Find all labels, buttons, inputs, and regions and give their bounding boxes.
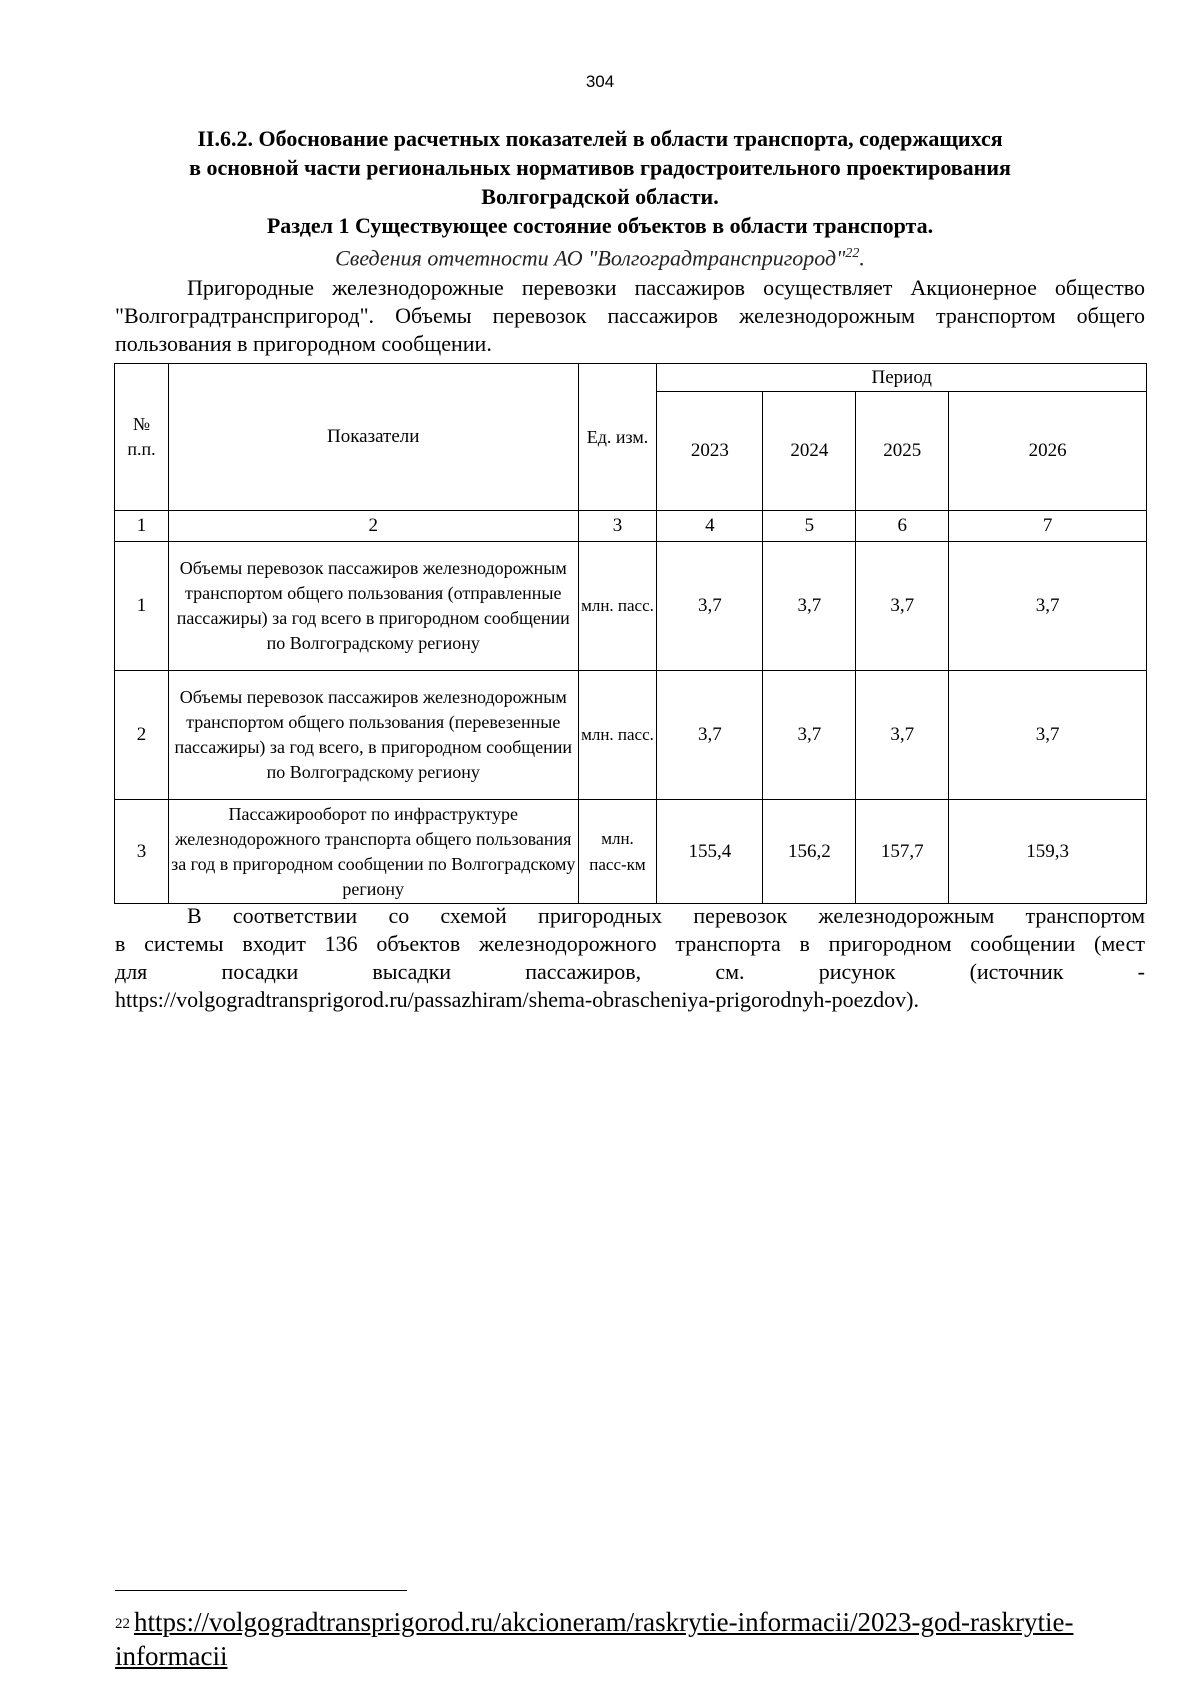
table-header-row: [115, 364, 1147, 392]
column-number: 1: [115, 511, 169, 542]
heading-line-3: Волгоградской области.: [481, 184, 719, 209]
header-year: 2026: [949, 392, 1147, 511]
row-value: 157,7: [856, 800, 949, 904]
row-number: 1: [115, 542, 169, 671]
column-number: 4: [657, 511, 763, 542]
table-row: [115, 671, 1147, 800]
row-unit: млн. пасс.: [578, 671, 657, 800]
column-number: 6: [856, 511, 949, 542]
closing-paragraph: [115, 902, 1145, 1014]
row-value: 3,7: [657, 542, 763, 671]
row-value: 155,4: [657, 800, 763, 904]
row-indicator: Объемы перевозок пассажиров железнодорожным транспортом общего пользования (отправленные пассажиры) за год всего в пригородном сообщении по Волгоградскому региону: [168, 542, 578, 671]
row-indicator: Пассажирооборот по инфраструктуре железнодорожного транспорта общего пользования за год в пригородном сообщении по Волгоградскому региону: [168, 800, 578, 904]
report-source-subheading: [0, 241, 1200, 271]
closing-line-3: для посадки высадки пассажиров, см. рисунок (источник -: [115, 959, 1145, 984]
row-value: 3,7: [763, 542, 856, 671]
transport-indicators-table: [114, 363, 1147, 904]
row-value: 156,2: [763, 800, 856, 904]
closing-line-4: https://volgogradtransprigorod.ru/passazhiram/shema-obrascheniya-prigorodnyh-poezdov).: [115, 987, 919, 1012]
table-row: [115, 542, 1147, 671]
row-value: 3,7: [763, 671, 856, 800]
subheading-tail: .: [859, 245, 865, 271]
subheading-text: Сведения отчетности АО "Волгоградтранспригород": [335, 245, 846, 271]
row-value: 159,3: [949, 800, 1147, 904]
closing-line-2: в системы входит 136 объектов железнодорожного транспорта в пригородном сообщении (мест: [115, 931, 1145, 956]
column-number: 7: [949, 511, 1147, 542]
row-number: 2: [115, 671, 169, 800]
section-heading: [140, 124, 1060, 240]
header-year: 2024: [763, 392, 856, 511]
closing-line-1: В соответствии со схемой пригородных перевозок железнодорожным транспортом: [187, 903, 1145, 928]
column-number: 2: [168, 511, 578, 542]
row-value: 3,7: [657, 671, 763, 800]
header-year: 2025: [856, 392, 949, 511]
header-period: Период: [657, 364, 1147, 392]
footnote: [115, 1605, 1145, 1673]
row-value: 3,7: [856, 671, 949, 800]
row-value: 3,7: [949, 671, 1147, 800]
footnote-divider: [115, 1590, 407, 1591]
table-row: [115, 800, 1147, 904]
column-number: 3: [578, 511, 657, 542]
row-number: 3: [115, 800, 169, 904]
header-year: 2023: [657, 392, 763, 511]
header-unit: Ед. изм.: [578, 364, 657, 511]
intro-paragraph: Пригородные железнодорожные перевозки пассажиров осуществляет Акционерное общество "Волгоградтранспригород". Объемы перевозок пассажиров железнодорожным транспортом общего пользования в пригородном сообщении.: [115, 275, 1145, 356]
row-value: 3,7: [856, 542, 949, 671]
heading-line-4: Раздел 1 Существующее состояние объектов в области транспорта.: [266, 213, 934, 238]
column-number-row: [115, 511, 1147, 542]
header-indicator: Показатели: [168, 364, 578, 511]
row-indicator: Объемы перевозок пассажиров железнодорожным транспортом общего пользования (перевезенные пассажиры) за год всего, в пригородном сообщении по Волгоградскому региону: [168, 671, 578, 800]
footnote-link[interactable]: https://volgogradtransprigorod.ru/akcioneram/raskrytie-informacii/2023-god-raskrytie-informacii: [115, 1607, 1074, 1671]
header-num: № п.п.: [115, 364, 169, 511]
row-unit: млн. пасс-км: [578, 800, 657, 904]
column-number: 5: [763, 511, 856, 542]
row-value: 3,7: [949, 542, 1147, 671]
footnote-number: 22: [115, 1616, 130, 1632]
heading-line-1: II.6.2. Обоснование расчетных показателей в области транспорта, содержащихся: [197, 126, 1003, 151]
footnote-reference[interactable]: 22: [845, 246, 860, 261]
row-unit: млн. пасс.: [578, 542, 657, 671]
page-number: 304: [585, 72, 615, 91]
heading-line-2: в основной части региональных нормативов градостроительного проектирования: [189, 155, 1011, 180]
